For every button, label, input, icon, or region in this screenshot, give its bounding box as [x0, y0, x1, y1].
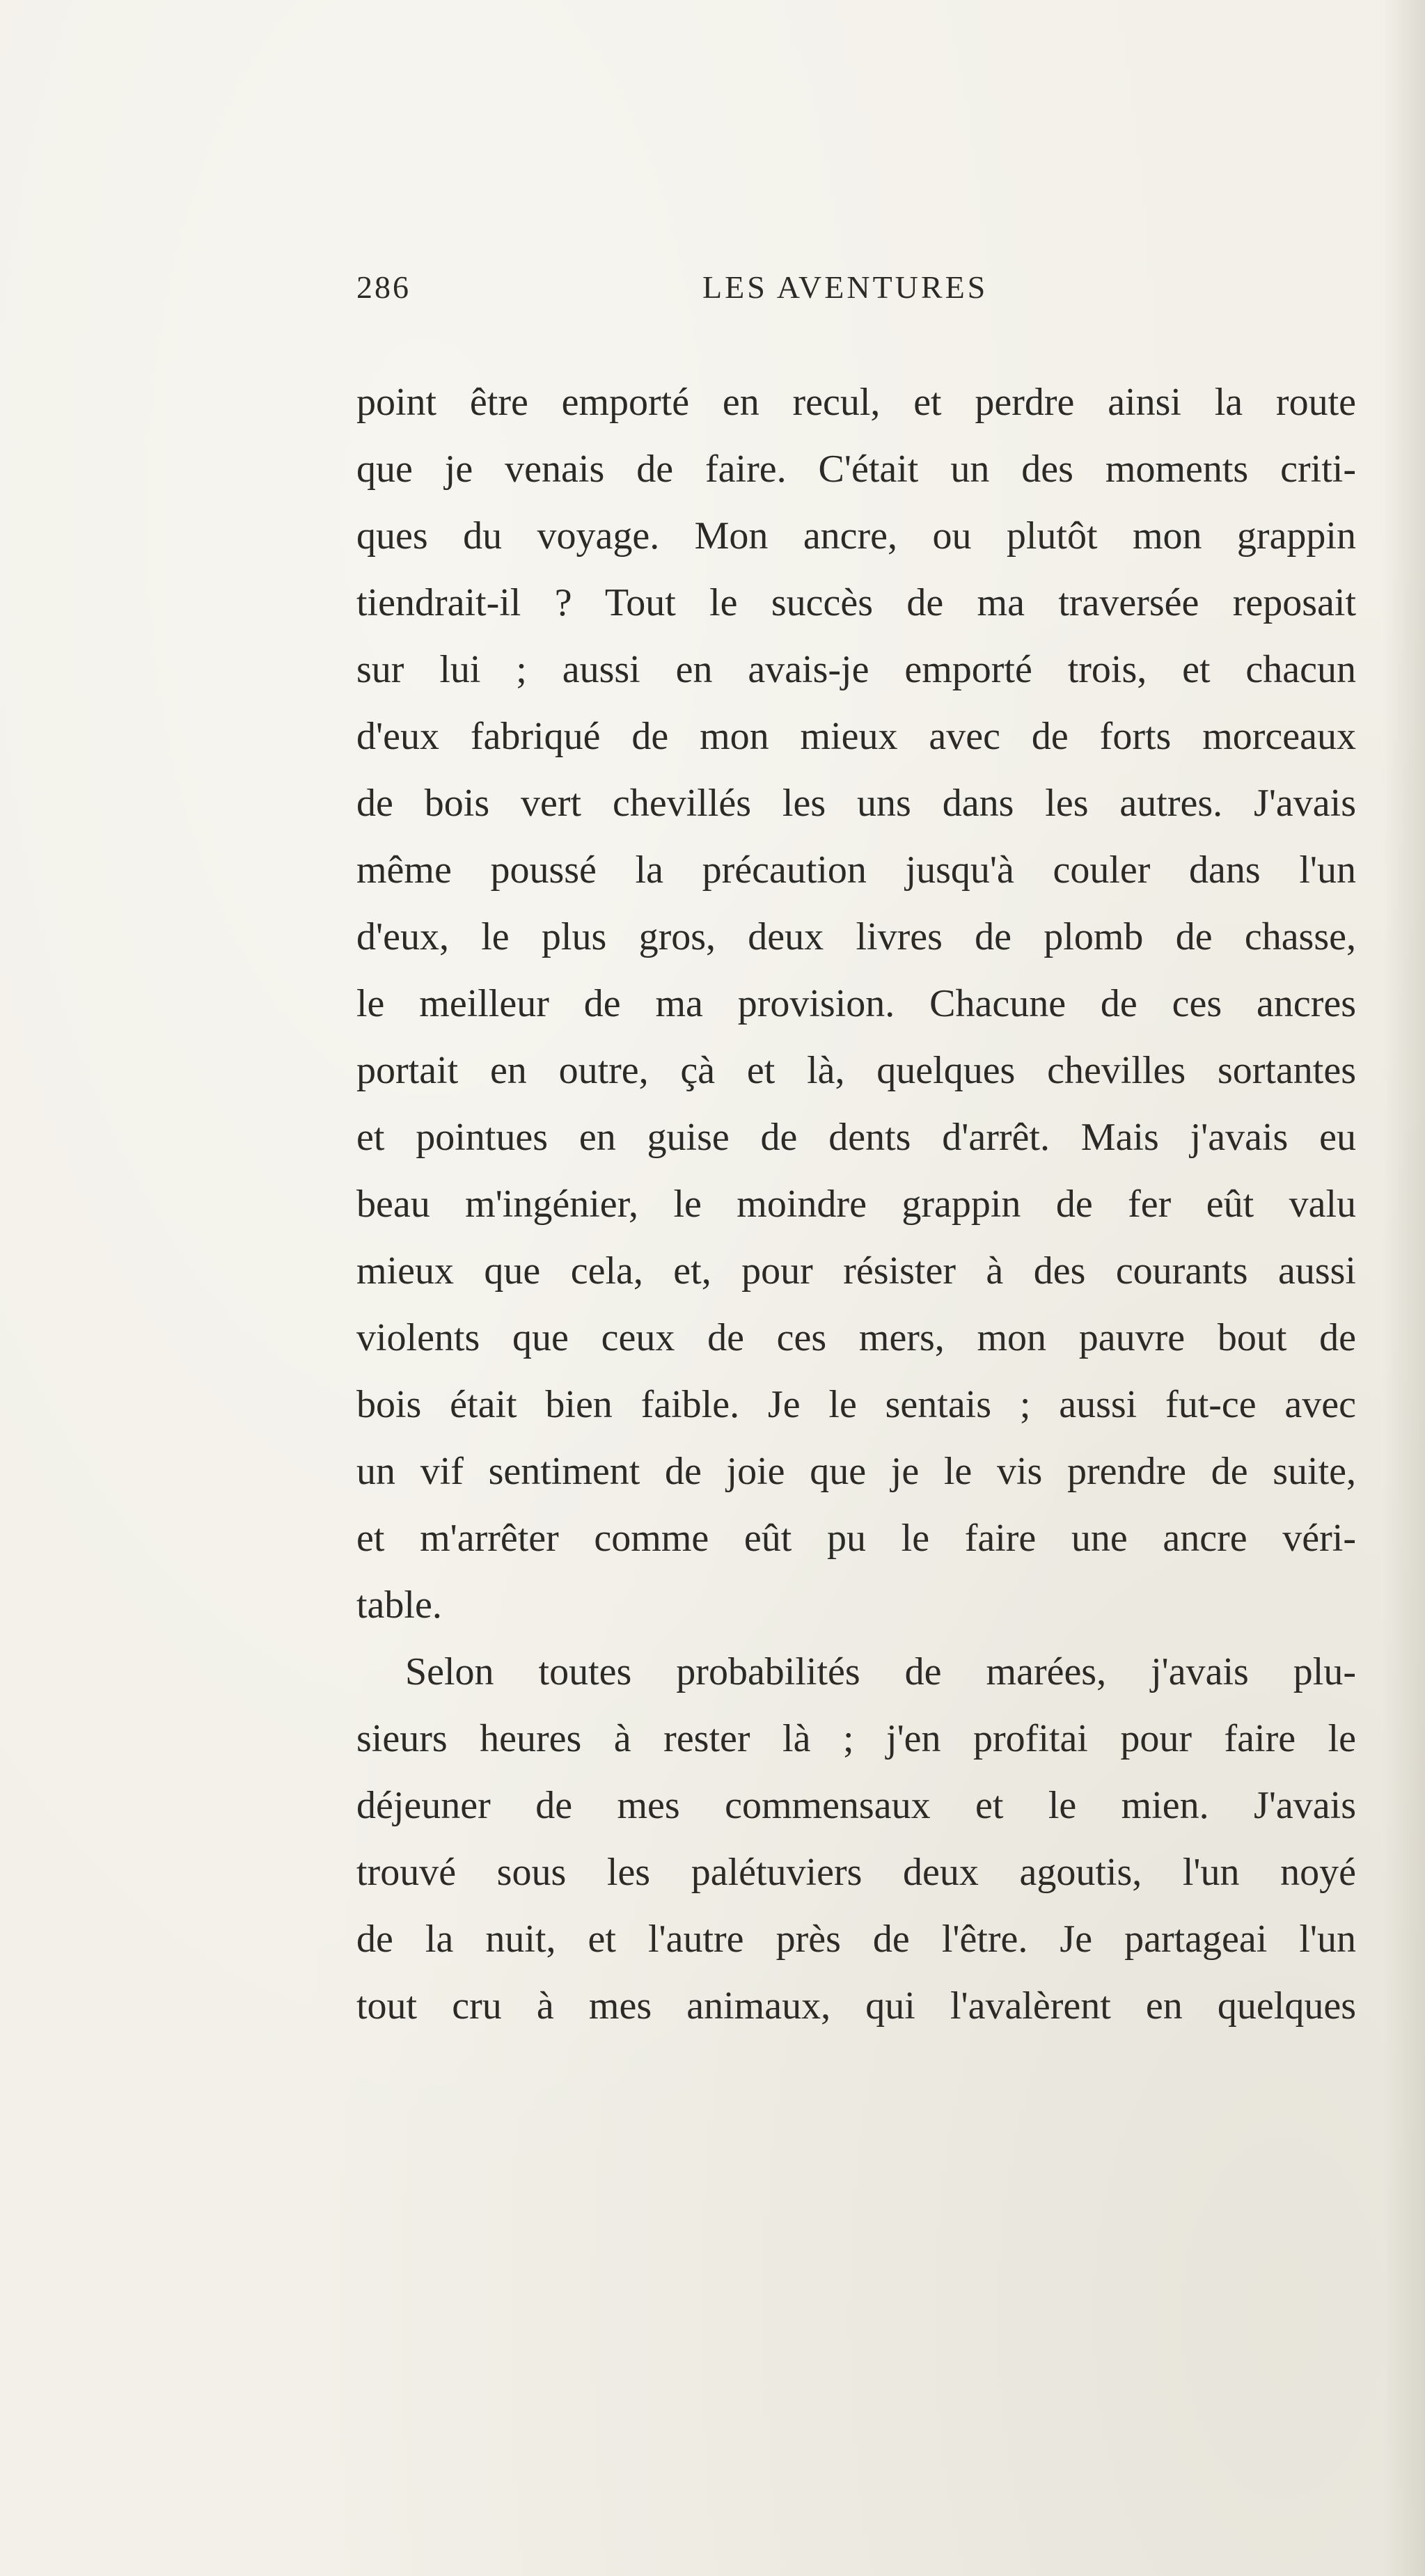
text-line: violents que ceux de ces mers, mon pauvre bout de — [356, 1316, 1356, 1359]
text-line: ques du voyage. Mon ancre, ou plutôt mon grappin — [356, 514, 1356, 558]
text-line: mieux que cela, et, pour résister à des courants aussi — [356, 1249, 1356, 1293]
text-line: et m'arrêter comme eût pu le faire une ancre véri- — [356, 1517, 1356, 1560]
text-line: d'eux, le plus gros, deux livres de plomb de chasse, — [356, 915, 1356, 958]
text-line: déjeuner de mes commensaux et le mien. J'avais — [356, 1784, 1356, 1827]
text-line: un vif sentiment de joie que je le vis prendre de suite, — [356, 1450, 1356, 1493]
text-line: et pointues en guise de dents d'arrêt. Mais j'avais eu — [356, 1116, 1356, 1159]
paragraph-end-line: table. — [356, 1583, 442, 1627]
text-line: d'eux fabriqué de mon mieux avec de forts morceaux — [356, 715, 1356, 758]
running-title: LES AVENTURES — [702, 269, 989, 305]
text-line: tiendrait-il ? Tout le succès de ma traversée reposait — [356, 581, 1356, 624]
text-line: bois était bien faible. Je le sentais ; aussi fut-ce avec — [356, 1383, 1356, 1426]
text-line: portait en outre, çà et là, quelques chevilles sortantes — [356, 1049, 1356, 1092]
text-line: point être emporté en recul, et perdre ainsi la route — [356, 381, 1356, 424]
text-line: beau m'ingénier, le moindre grappin de fer eût valu — [356, 1183, 1356, 1226]
page-number: 286 — [356, 269, 411, 305]
text-line: tout cru à mes animaux, qui l'avalèrent en quelques — [356, 1984, 1356, 2028]
running-header — [356, 269, 1356, 310]
text-line: sur lui ; aussi en avais-je emporté trois, et chacun — [356, 648, 1356, 691]
text-line: trouvé sous les palétuviers deux agoutis, l'un noyé — [356, 1851, 1356, 1894]
text-line: que je venais de faire. C'était un des moments criti- — [356, 448, 1356, 491]
text-line: le meilleur de ma provision. Chacune de ces ancres — [356, 982, 1356, 1025]
text-line: même poussé la précaution jusqu'à couler dans l'un — [356, 848, 1356, 892]
page-edge-shadow — [1383, 0, 1425, 2576]
text-line: de bois vert chevillés les uns dans les autres. J'avais — [356, 782, 1356, 825]
paragraph-start-line: Selon toutes probabilités de marées, j'avais plu- — [405, 1650, 1356, 1693]
text-line: de la nuit, et l'autre près de l'être. Je partageai l'un — [356, 1918, 1356, 1961]
body-text — [356, 369, 1356, 2039]
text-line: sieurs heures à rester là ; j'en profitai pour faire le — [356, 1717, 1356, 1760]
